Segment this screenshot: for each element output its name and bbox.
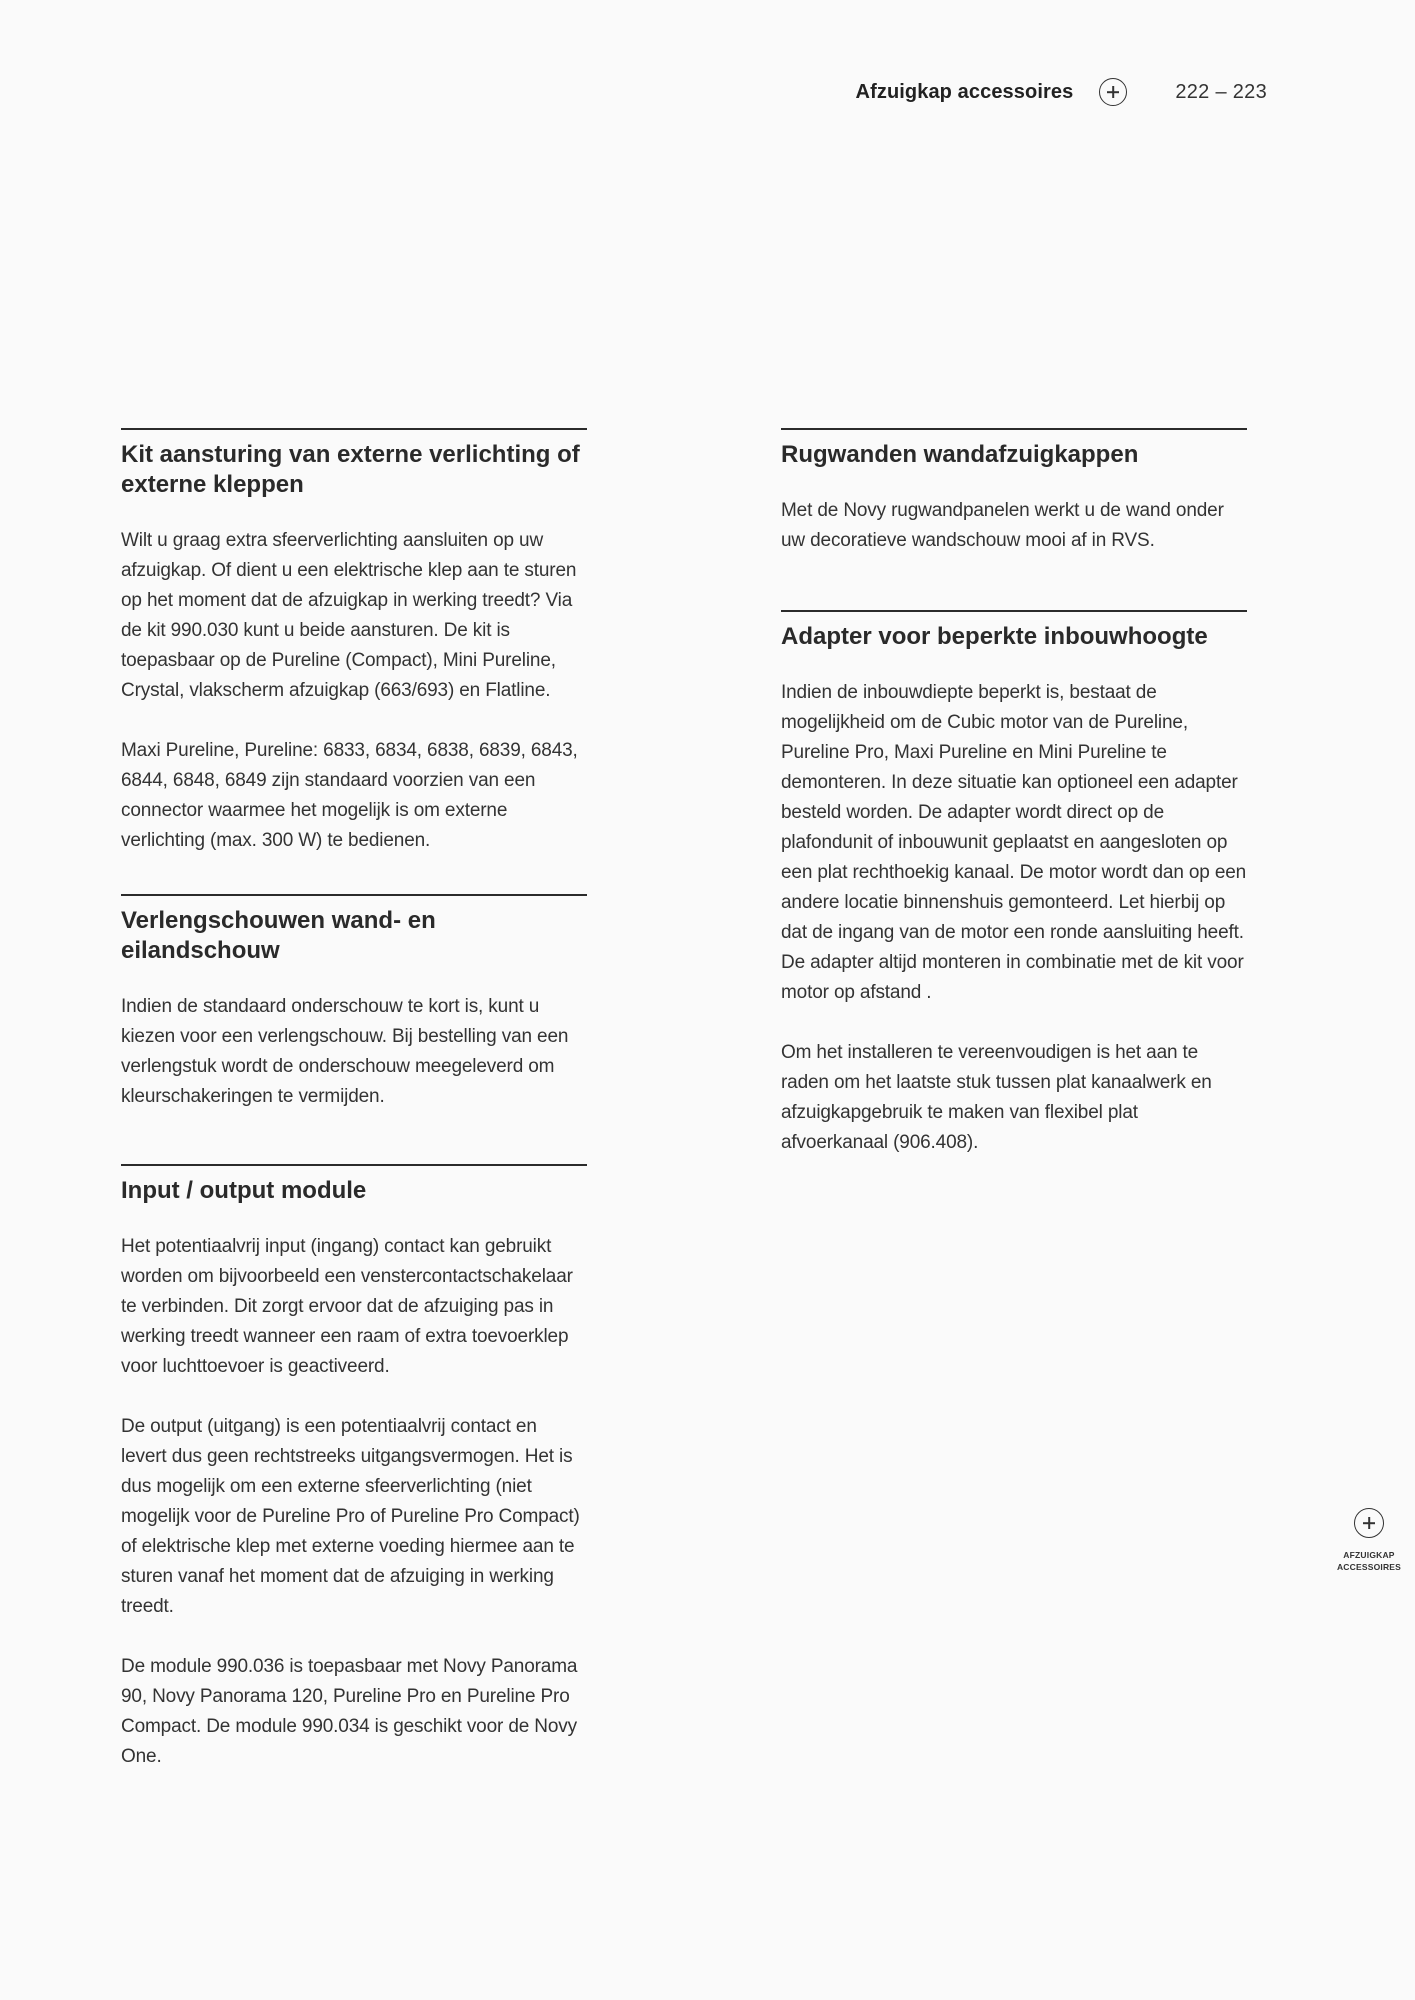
plus-circle-icon[interactable] bbox=[1354, 1508, 1384, 1538]
side-tab-line: AFZUIGKAP bbox=[1343, 1550, 1395, 1560]
section-rugwanden bbox=[781, 428, 1247, 556]
section-adapter bbox=[781, 610, 1247, 1158]
page-numbers: 222 – 223 bbox=[1175, 80, 1267, 103]
section-input-output bbox=[121, 1164, 587, 1772]
section-verlengschouwen bbox=[121, 894, 587, 1112]
section-kit bbox=[121, 428, 587, 856]
section-heading: Verlengschouwen wand- en eilandschouw bbox=[121, 907, 436, 964]
paragraph: De output (uitgang) is een potentiaalvrij contact en levert dus geen rechtstreeks uitgangsvermogen. Het is dus mogelijk om een externe sfeerverlichting (niet mogelijk voor de Pureline Pro of Pureline Pro Compact) of elektrische klep met externe voeding hiermee aan te sturen vanaf het moment dat de afzuiging in werking treedt. bbox=[121, 1416, 580, 1617]
section-heading: Kit aansturing van externe verlichting of externe kleppen bbox=[121, 441, 580, 498]
paragraph: Met de Novy rugwandpanelen werkt u de wand onder uw decoratieve wandschouw mooi af in RVS. bbox=[781, 500, 1224, 551]
paragraph: Om het installeren te vereenvoudigen is het aan te raden om het laatste stuk tussen plat kanaalwerk en afzuigkapgebruik te maken van flexibel plat afvoerkanaal (906.408). bbox=[781, 1042, 1212, 1153]
paragraph: Indien de inbouwdiepte beperkt is, bestaat de mogelijkheid om de Cubic motor van de Pureline, Pureline Pro, Maxi Pureline en Mini Pureline te demonteren. In deze situatie kan optioneel een adapter besteld worden. De adapter wordt direct op de plafondunit of inbouwunit geplaatst en aangesloten op een plat rechthoekig kanaal. De motor wordt dan op een andere locatie binnenshuis gemonteerd. Let hierbij op dat de ingang van de motor een ronde aansluiting heeft. De adapter altijd monteren in combinatie met de kit voor motor op afstand . bbox=[781, 682, 1247, 1003]
paragraph: Indien de standaard onderschouw te kort is, kunt u kiezen voor een verlengschouw. Bij bestelling van een verlengstuk wordt de onderschouw meegeleverd om kleurschakeringen te vermijden. bbox=[121, 996, 569, 1107]
right-column bbox=[781, 428, 1247, 1188]
section-heading: Input / output module bbox=[121, 1177, 367, 1204]
section-heading: Adapter voor beperkte inbouwhoogte bbox=[781, 623, 1208, 650]
paragraph: De module 990.036 is toepasbaar met Novy Panorama 90, Novy Panorama 120, Pureline Pro en Pureline Pro Compact. De module 990.034 is geschikt voor de Novy One. bbox=[121, 1656, 578, 1767]
side-tab-label bbox=[1334, 1549, 1404, 1573]
paragraph: Maxi Pureline, Pureline: 6833, 6834, 6838, 6839, 6843, 6844, 6848, 6849 zijn standaard voorzien van een connector waarmee het mogelijk is om externe verlichting (max. 300 W) te bedienen. bbox=[121, 740, 578, 851]
section-heading: Rugwanden wandafzuigkappen bbox=[781, 441, 1139, 468]
left-column bbox=[121, 428, 587, 1802]
plus-circle-icon[interactable] bbox=[1099, 78, 1127, 106]
side-tab-line: ACCESSOIRES bbox=[1336, 1562, 1402, 1572]
paragraph: Wilt u graag extra sfeerverlichting aansluiten op uw afzuigkap. Of dient u een elektrische klep aan te sturen op het moment dat de afzuigkap in werking treedt? Via de kit 990.030 kunt u beide aansturen. De kit is toepasbaar op de Pureline (Compact), Mini Pureline, Crystal, vlakscherm afzuigkap (663/693) en Flatline. bbox=[121, 530, 577, 701]
side-tab-afzuigkap-accessoires[interactable] bbox=[1334, 1508, 1404, 1573]
section-title: Afzuigkap accessoires bbox=[855, 80, 1074, 103]
page-header bbox=[856, 74, 1267, 110]
paragraph: Het potentiaalvrij input (ingang) contact kan gebruikt worden om bijvoorbeeld een venstercontactschakelaar te verbinden. Dit zorgt ervoor dat de afzuiging pas in werking treedt wanneer een raam of extra toevoerklep voor luchttoevoer is geactiveerd. bbox=[121, 1236, 573, 1377]
